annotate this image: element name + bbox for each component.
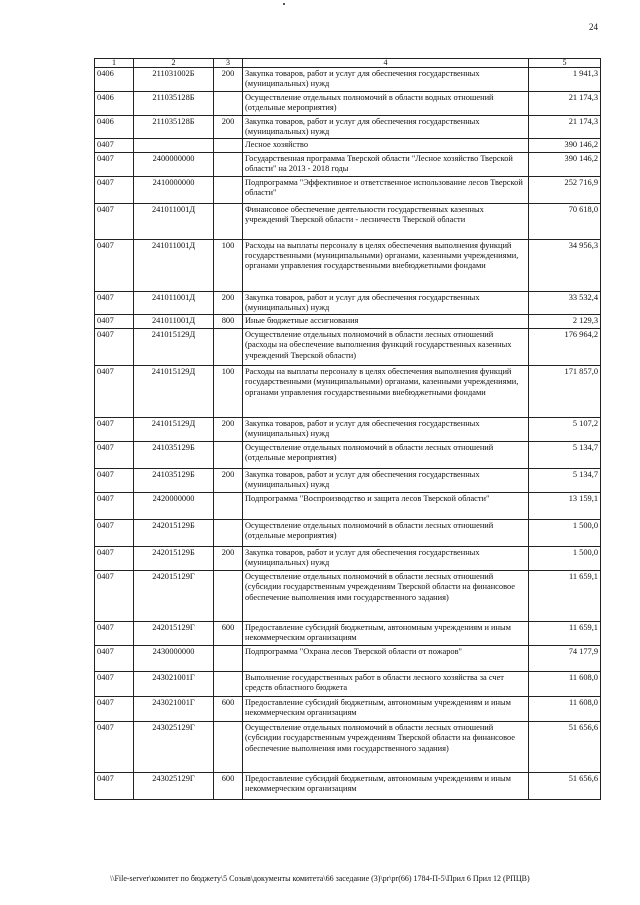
expense-type-cell <box>214 203 243 239</box>
item-name-cell: Иные бюджетные ассигнования <box>243 315 529 328</box>
table-row <box>95 570 601 621</box>
target-code-cell: 241011001Д <box>134 291 214 315</box>
expense-type-cell: 100 <box>214 365 243 417</box>
table-row <box>95 671 601 696</box>
header-col-4: 4 <box>243 59 529 68</box>
table-row <box>95 519 601 546</box>
table-row <box>95 468 601 492</box>
amount-cell: 51 656,6 <box>529 721 601 772</box>
section-code-cell: 0407 <box>95 417 134 441</box>
expense-type-cell <box>214 492 243 519</box>
expense-type-cell: 600 <box>214 696 243 721</box>
header-col-1: 1 <box>95 59 134 68</box>
section-code-cell: 0407 <box>95 492 134 519</box>
expense-type-cell <box>214 721 243 772</box>
expense-type-cell <box>214 139 243 152</box>
amount-cell: 1 500,0 <box>529 546 601 570</box>
section-code-cell: 0407 <box>95 696 134 721</box>
target-code-cell: 241035129Б <box>134 441 214 468</box>
target-code-cell: 211031002Б <box>134 68 214 92</box>
target-code-cell: 242015129Г <box>134 621 214 645</box>
target-code-cell: 241011001Д <box>134 239 214 291</box>
table-row <box>95 176 601 203</box>
target-code-cell: 241011001Д <box>134 315 214 328</box>
item-name-cell: Закупка товаров, работ и услуг для обеспечения государственных (муниципальных) нужд <box>243 291 529 315</box>
section-code-cell: 0406 <box>95 115 134 139</box>
table-row <box>95 546 601 570</box>
item-name-cell: Предоставление субсидий бюджетным, автономным учреждениям и иным некоммерческим организациям <box>243 772 529 799</box>
page-number: 24 <box>589 22 598 32</box>
amount-cell: 21 174,3 <box>529 115 601 139</box>
expense-type-cell <box>214 176 243 203</box>
expense-type-cell: 600 <box>214 772 243 799</box>
expense-type-cell <box>214 91 243 115</box>
item-name-cell: Расходы на выплаты персоналу в целях обеспечения выполнения функций государственными (муниципальными) органами, казенными учреждениями, органами управления государственными внебюджетными фондами <box>243 365 529 417</box>
amount-cell: 2 129,3 <box>529 315 601 328</box>
target-code-cell: 243021001Г <box>134 671 214 696</box>
header-col-2: 2 <box>134 59 214 68</box>
item-name-cell: Подпрограмма "Эффективное и ответственное использование лесов Тверской области" <box>243 176 529 203</box>
target-code-cell: 2420000000 <box>134 492 214 519</box>
expense-type-cell: 200 <box>214 546 243 570</box>
table-body <box>95 68 601 800</box>
expense-type-cell <box>214 441 243 468</box>
section-code-cell: 0407 <box>95 772 134 799</box>
table-row <box>95 417 601 441</box>
table-row <box>95 621 601 645</box>
section-code-cell: 0407 <box>95 621 134 645</box>
table-row <box>95 696 601 721</box>
scan-artifact <box>283 3 285 5</box>
amount-cell: 70 618,0 <box>529 203 601 239</box>
section-code-cell: 0407 <box>95 315 134 328</box>
amount-cell: 1 941,3 <box>529 68 601 92</box>
target-code-cell: 243021001Г <box>134 696 214 721</box>
target-code-cell: 2400000000 <box>134 152 214 176</box>
section-code-cell: 0407 <box>95 365 134 417</box>
amount-cell: 21 174,3 <box>529 91 601 115</box>
target-code-cell <box>134 139 214 152</box>
amount-cell: 11 608,0 <box>529 696 601 721</box>
item-name-cell: Осуществление отдельных полномочий в области лесных отношений (расходы на обеспечение выполнения функций государственных казенных учреждений Тверской области) <box>243 328 529 365</box>
item-name-cell: Предоставление субсидий бюджетным, автономным учреждениям и иным некоммерческим организациям <box>243 696 529 721</box>
section-code-cell: 0406 <box>95 91 134 115</box>
table-row <box>95 772 601 799</box>
item-name-cell: Выполнение государственных работ в области лесного хозяйства за счет средств областного бюджета <box>243 671 529 696</box>
amount-cell: 11 608,0 <box>529 671 601 696</box>
target-code-cell: 242015129Б <box>134 519 214 546</box>
expense-type-cell: 600 <box>214 621 243 645</box>
item-name-cell: Финансовое обеспечение деятельности государственных казенных учреждений Тверской области - лесничеств Тверской области <box>243 203 529 239</box>
table-row <box>95 203 601 239</box>
item-name-cell: Предоставление субсидий бюджетным, автономным учреждениям и иным некоммерческим организациям <box>243 621 529 645</box>
target-code-cell: 211035128Б <box>134 91 214 115</box>
section-code-cell: 0407 <box>95 546 134 570</box>
item-name-cell: Подпрограмма "Охрана лесов Тверской области от пожаров" <box>243 645 529 671</box>
section-code-cell: 0407 <box>95 671 134 696</box>
table-row <box>95 68 601 92</box>
amount-cell: 390 146,2 <box>529 139 601 152</box>
table-row <box>95 315 601 328</box>
table-row <box>95 645 601 671</box>
section-code-cell: 0407 <box>95 328 134 365</box>
header-col-5: 5 <box>529 59 601 68</box>
item-name-cell: Осуществление отдельных полномочий в области лесных отношений (отдельные мероприятия) <box>243 441 529 468</box>
amount-cell: 252 716,9 <box>529 176 601 203</box>
target-code-cell: 241015129Д <box>134 365 214 417</box>
item-name-cell: Осуществление отдельных полномочий в области лесных отношений (субсидии государственным учреждениям Тверской области на финансовое обеспечение выполнения ими государственного задания) <box>243 721 529 772</box>
item-name-cell: Подпрограмма "Воспроизводство и защита лесов Тверской области" <box>243 492 529 519</box>
target-code-cell: 242015129Г <box>134 570 214 621</box>
section-code-cell: 0407 <box>95 239 134 291</box>
section-code-cell: 0407 <box>95 139 134 152</box>
amount-cell: 34 956,3 <box>529 239 601 291</box>
expense-type-cell: 100 <box>214 239 243 291</box>
section-code-cell: 0407 <box>95 152 134 176</box>
amount-cell: 11 659,1 <box>529 570 601 621</box>
header-col-3: 3 <box>214 59 243 68</box>
amount-cell: 1 500,0 <box>529 519 601 546</box>
target-code-cell: 243025129Г <box>134 721 214 772</box>
expense-type-cell: 800 <box>214 315 243 328</box>
amount-cell: 171 857,0 <box>529 365 601 417</box>
item-name-cell: Осуществление отдельных полномочий в области водных отношений (отдельные мероприятия) <box>243 91 529 115</box>
section-code-cell: 0407 <box>95 519 134 546</box>
amount-cell: 5 134,7 <box>529 468 601 492</box>
target-code-cell: 243025129Г <box>134 772 214 799</box>
target-code-cell: 241015129Д <box>134 328 214 365</box>
header-row <box>95 59 601 68</box>
section-code-cell: 0407 <box>95 570 134 621</box>
amount-cell: 11 659,1 <box>529 621 601 645</box>
table-row <box>95 291 601 315</box>
section-code-cell: 0407 <box>95 441 134 468</box>
section-code-cell: 0407 <box>95 203 134 239</box>
table-row <box>95 441 601 468</box>
amount-cell: 176 964,2 <box>529 328 601 365</box>
target-code-cell: 241011001Д <box>134 203 214 239</box>
item-name-cell: Закупка товаров, работ и услуг для обеспечения государственных (муниципальных) нужд <box>243 546 529 570</box>
table-row <box>95 91 601 115</box>
expense-type-cell: 200 <box>214 468 243 492</box>
amount-cell: 33 532,4 <box>529 291 601 315</box>
table-row <box>95 152 601 176</box>
expense-type-cell <box>214 645 243 671</box>
table-row <box>95 139 601 152</box>
table-row <box>95 328 601 365</box>
section-code-cell: 0406 <box>95 68 134 92</box>
section-code-cell: 0407 <box>95 721 134 772</box>
section-code-cell: 0407 <box>95 645 134 671</box>
table-row <box>95 721 601 772</box>
item-name-cell: Государственная программа Тверской области "Лесное хозяйство Тверской области" на 2013 - 2018 годы <box>243 152 529 176</box>
expense-type-cell: 200 <box>214 68 243 92</box>
table-row <box>95 115 601 139</box>
expense-type-cell: 200 <box>214 291 243 315</box>
item-name-cell: Закупка товаров, работ и услуг для обеспечения государственных (муниципальных) нужд <box>243 417 529 441</box>
item-name-cell: Закупка товаров, работ и услуг для обеспечения государственных (муниципальных) нужд <box>243 115 529 139</box>
section-code-cell: 0407 <box>95 291 134 315</box>
amount-cell: 51 656,6 <box>529 772 601 799</box>
item-name-cell: Осуществление отдельных полномочий в области лесных отношений (отдельные мероприятия) <box>243 519 529 546</box>
section-code-cell: 0407 <box>95 176 134 203</box>
amount-cell: 74 177,9 <box>529 645 601 671</box>
item-name-cell: Закупка товаров, работ и услуг для обеспечения государственных (муниципальных) нужд <box>243 68 529 92</box>
expense-type-cell: 200 <box>214 417 243 441</box>
section-code-cell: 0407 <box>95 468 134 492</box>
amount-cell: 390 146,2 <box>529 152 601 176</box>
target-code-cell: 241035129Б <box>134 468 214 492</box>
expense-type-cell <box>214 671 243 696</box>
target-code-cell: 2430000000 <box>134 645 214 671</box>
table-row <box>95 239 601 291</box>
table-header <box>95 59 601 68</box>
target-code-cell: 2410000000 <box>134 176 214 203</box>
amount-cell: 5 134,7 <box>529 441 601 468</box>
amount-cell: 5 107,2 <box>529 417 601 441</box>
table-row <box>95 365 601 417</box>
table-row <box>95 492 601 519</box>
expense-type-cell <box>214 519 243 546</box>
budget-table <box>94 58 601 800</box>
expense-type-cell <box>214 570 243 621</box>
amount-cell: 13 159,1 <box>529 492 601 519</box>
target-code-cell: 211035128Б <box>134 115 214 139</box>
item-name-cell: Закупка товаров, работ и услуг для обеспечения государственных (муниципальных) нужд <box>243 468 529 492</box>
expense-type-cell: 200 <box>214 115 243 139</box>
expense-type-cell <box>214 152 243 176</box>
target-code-cell: 241015129Д <box>134 417 214 441</box>
item-name-cell: Осуществление отдельных полномочий в области лесных отношений (субсидии государственным учреждениям Тверской области на финансовое обеспечение выполнения ими государственного задания) <box>243 570 529 621</box>
item-name-cell: Лесное хозяйство <box>243 139 529 152</box>
target-code-cell: 242015129Б <box>134 546 214 570</box>
expense-type-cell <box>214 328 243 365</box>
footer-file-path: \\File-server\комитет по бюджету\5 Созыв\документы комитета\66 заседание (3)\pr\pr(66) 1784-П-5\Прил 6 Прил 12 (РПЦВ) <box>110 874 530 883</box>
item-name-cell: Расходы на выплаты персоналу в целях обеспечения выполнения функций государственными (муниципальными) органами, казенными учреждениями, органами управления государственными внебюджетными фондами <box>243 239 529 291</box>
